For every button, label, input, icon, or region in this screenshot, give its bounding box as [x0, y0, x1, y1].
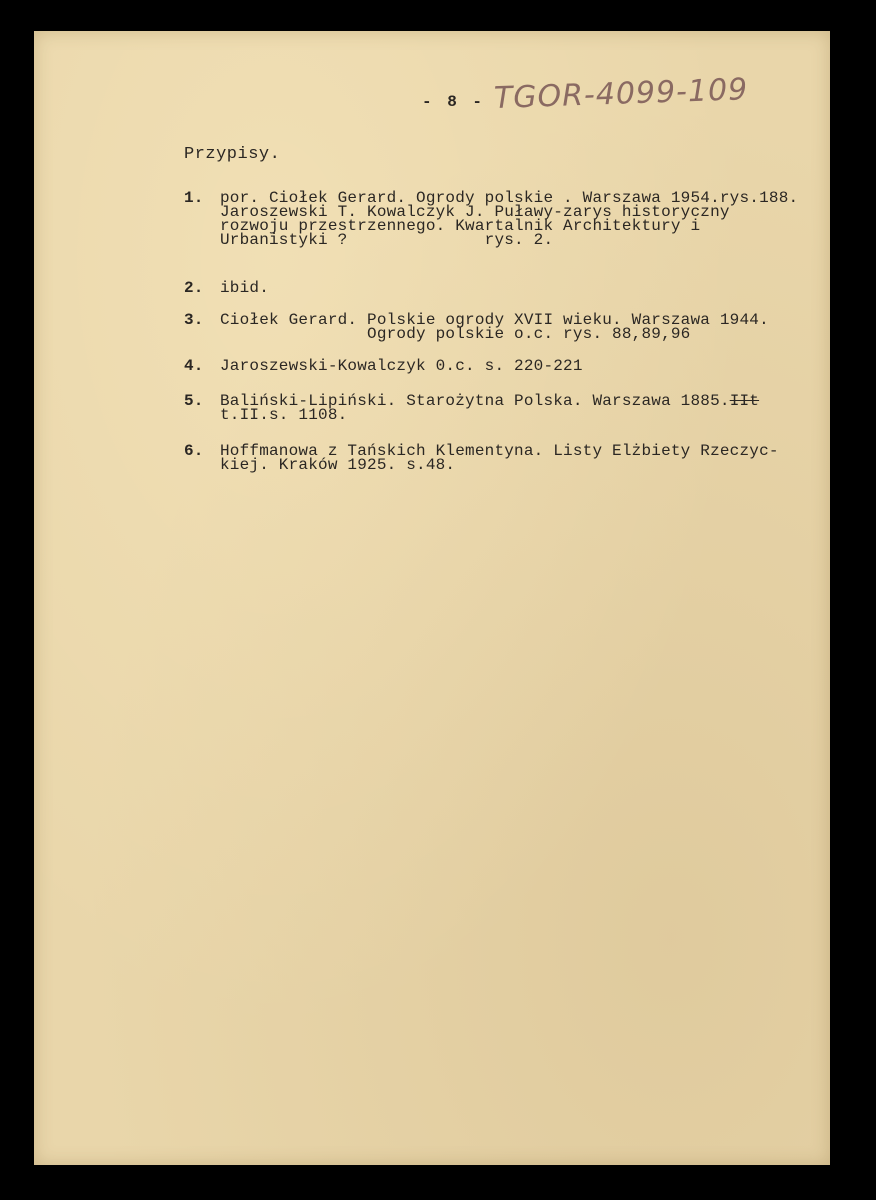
footnote-text	[220, 394, 759, 422]
footnote-item	[184, 281, 269, 295]
footnote-text	[220, 191, 798, 247]
footnote-number: 5.	[184, 392, 204, 410]
footnote-item	[184, 444, 779, 472]
footnote-item	[184, 191, 798, 247]
footnote-item	[184, 313, 769, 341]
archive-handwritten-mark: TGOR-4099-109	[493, 72, 749, 116]
footnote-line: Ogrody polskie o.c. rys. 88,89,96	[220, 325, 691, 343]
footnote-line: Hoffmanowa z Tańskich Klementyna. Listy Elżbiety Rzeczyc-	[220, 442, 779, 460]
footnote-item	[184, 394, 759, 422]
footnote-line: Ciołek Gerard. Polskie ogrody XVII wieku. Warszawa 1944.	[220, 311, 769, 329]
footnote-line: Jaroszewski T. Kowalczyk J. Puławy-zarys historyczny	[220, 203, 730, 221]
footnote-line: rozwoju przestrzennego. Kwartalnik Architektury i	[220, 217, 701, 235]
page-number: - 8 -	[422, 93, 486, 111]
footnote-line: t.II.s. 1108.	[220, 406, 348, 424]
document-page	[34, 31, 830, 1165]
struck-text: IIt	[729, 392, 760, 410]
footnote-text	[220, 444, 779, 472]
footnote-line: ibid.	[220, 279, 270, 297]
footnote-line: por. Ciołek Gerard. Ogrody polskie . Warszawa 1954.rys.188.	[220, 189, 799, 207]
footnote-item	[184, 359, 583, 373]
footnote-number: 6.	[184, 442, 204, 460]
footnote-line: kiej. Kraków 1925. s.48.	[220, 456, 456, 474]
footnotes-heading: Przypisy.	[184, 145, 281, 164]
footnote-number: 1.	[184, 189, 204, 207]
footnote-line: Jaroszewski-Kowalczyk 0.c. s. 220-221	[220, 357, 583, 375]
footnote-number: 4.	[184, 357, 204, 375]
footnote-text	[220, 359, 583, 373]
footnote-text	[220, 313, 769, 341]
footnote-number: 2.	[184, 279, 204, 297]
footnote-line-text: Baliński-Lipiński. Starożytna Polska. Warszawa 1885.	[220, 392, 730, 410]
footnote-number: 3.	[184, 311, 204, 329]
footnote-line: Urbanistyki ? rys. 2.	[220, 231, 554, 249]
footnote-text	[220, 281, 269, 295]
